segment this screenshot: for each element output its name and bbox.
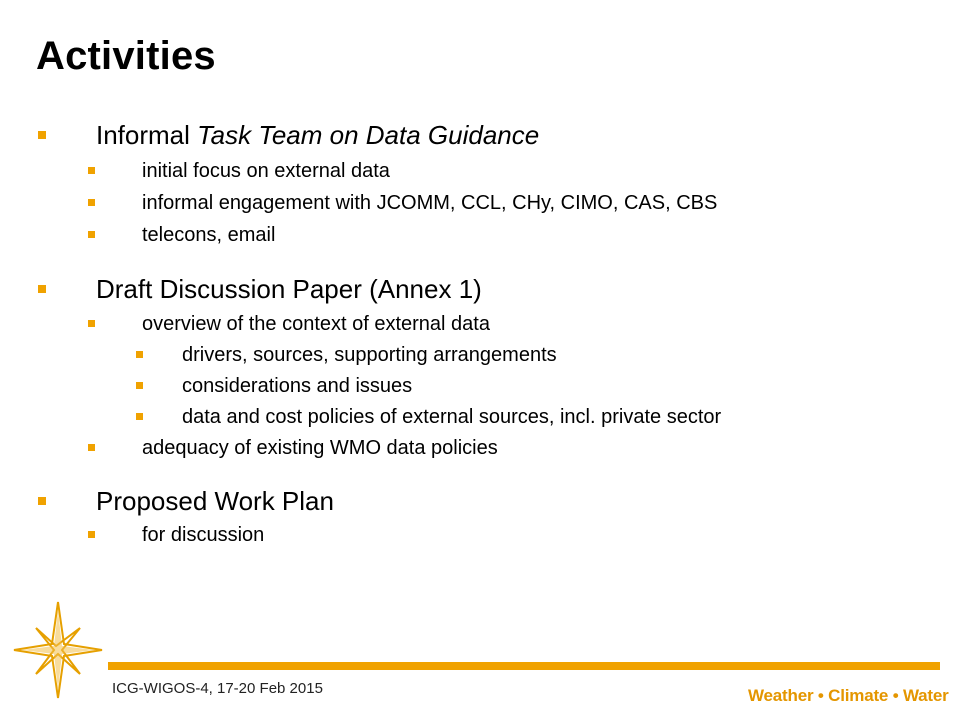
list-item-text: overview of the context of external data <box>142 313 490 335</box>
footer-divider-bar <box>108 662 940 670</box>
heading-plain-text: Informal <box>96 120 198 150</box>
square-bullet-icon <box>38 285 46 293</box>
square-bullet-icon <box>38 497 46 505</box>
section-heading: Draft Discussion Paper (Annex 1) <box>96 274 482 304</box>
footer-event-text: ICG-WIGOS-4, 17-20 Feb 2015 <box>112 680 323 697</box>
list-item-text: initial focus on external data <box>142 160 390 182</box>
slide-title: Activities <box>36 34 216 78</box>
sub-list-item-text: considerations and issues <box>182 375 413 397</box>
square-bullet-icon <box>88 444 95 451</box>
sub-list-item-text: data and cost policies of external sources, incl. private sector <box>182 406 722 428</box>
section-heading: Proposed Work Plan <box>96 486 334 516</box>
list-item-text: telecons, email <box>142 224 276 246</box>
square-bullet-icon <box>38 131 46 139</box>
square-bullet-icon <box>136 382 143 389</box>
heading-italic-text: Task Team on Data Guidance <box>197 120 540 150</box>
list-item-text: informal engagement with JCOMM, CCL, CHy, CIMO, CAS, CBS <box>142 192 718 214</box>
wmo-star-icon <box>12 600 104 700</box>
list-item-text: for discussion <box>142 524 265 546</box>
square-bullet-icon <box>88 167 95 174</box>
square-bullet-icon <box>88 231 95 238</box>
footer-tagline-logo: Weather • Climate • Water <box>748 686 949 705</box>
sub-list-item-text: drivers, sources, supporting arrangements <box>182 344 557 366</box>
square-bullet-icon <box>88 531 95 538</box>
square-bullet-icon <box>136 351 143 358</box>
list-item-text: adequacy of existing WMO data policies <box>142 437 498 459</box>
square-bullet-icon <box>88 320 95 327</box>
square-bullet-icon <box>88 199 95 206</box>
square-bullet-icon <box>136 413 143 420</box>
section-heading <box>96 120 539 150</box>
